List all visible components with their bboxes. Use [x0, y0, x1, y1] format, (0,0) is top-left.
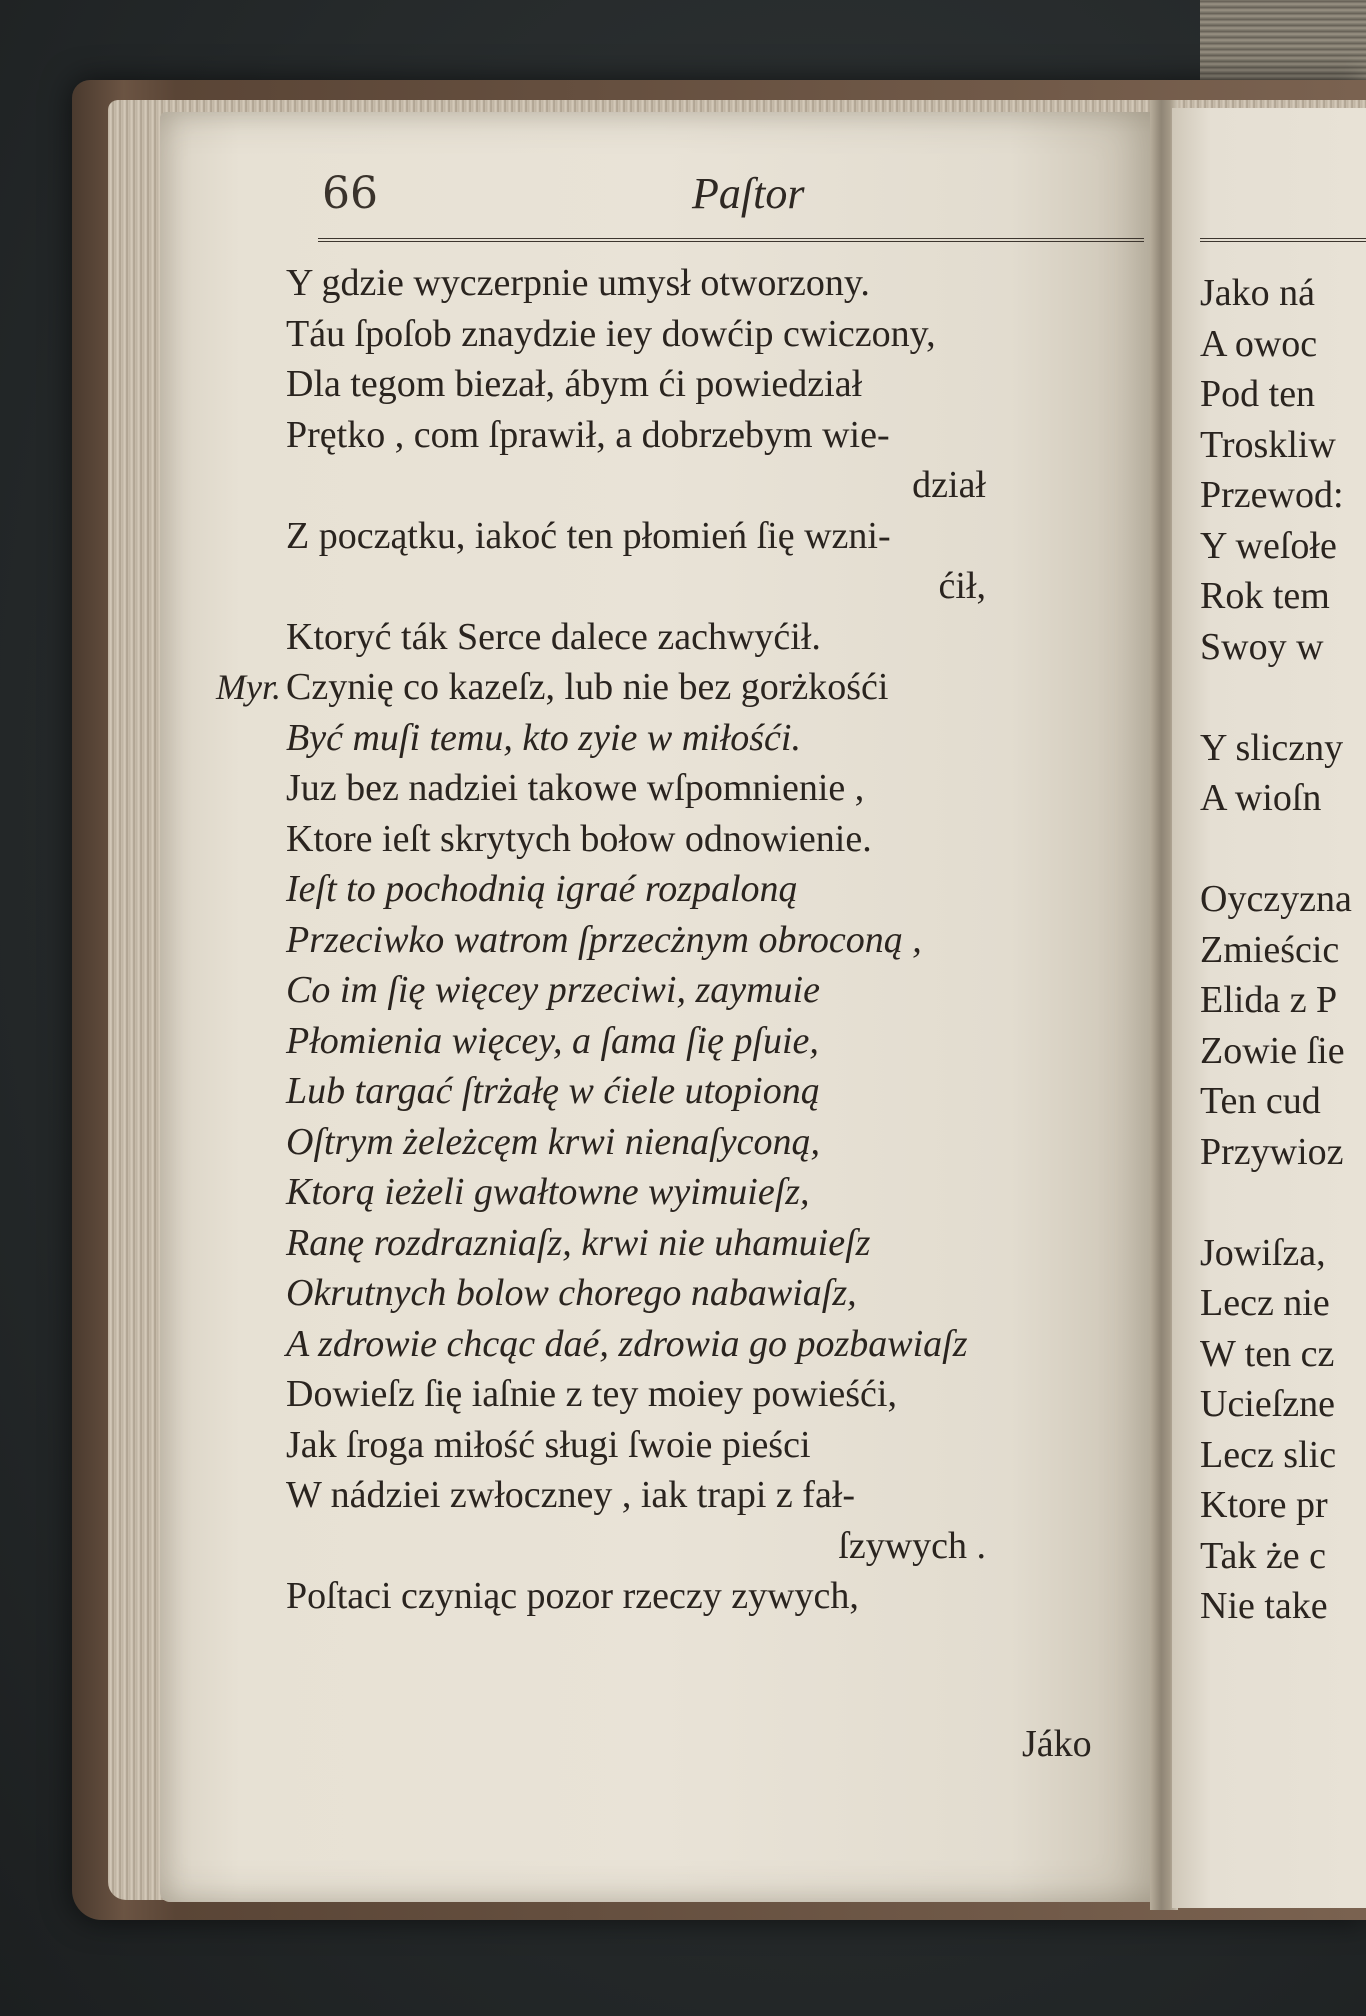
right-text-line — [1200, 672, 1366, 723]
right-text-line: Elida z P — [1200, 979, 1338, 1021]
right-text-line: Ten cud — [1200, 1080, 1321, 1122]
line-text: ſzywych . — [838, 1524, 986, 1567]
text-line — [286, 258, 1146, 309]
text-line — [286, 359, 1146, 410]
line-text: Okrutnych bolow chorego nabawiaſz, — [286, 1272, 857, 1314]
text-line — [286, 1420, 1146, 1471]
right-text-line: Jowiſza, — [1200, 1231, 1326, 1274]
right-text-line: Nie take — [1200, 1585, 1328, 1627]
right-text-line: Y sliczny — [1200, 726, 1344, 769]
right-text-line: Przewod: — [1200, 474, 1344, 516]
right-text-line: Swoy w — [1200, 625, 1324, 668]
text-line — [286, 1167, 1146, 1218]
right-text-line: Lecz slic — [1200, 1433, 1337, 1476]
text-line — [286, 309, 1146, 360]
line-text: Z początku, iakoć ten płomień ſię wzni- — [286, 514, 891, 557]
text-line — [286, 561, 1146, 612]
line-text: Czynię co kazeſz, lub nie bez gorżkośći — [286, 666, 889, 708]
right-text-line: Rok tem — [1200, 575, 1330, 617]
right-text-line: Lecz nie — [1200, 1282, 1330, 1324]
right-page-text — [1200, 268, 1366, 1632]
right-text-line: Pod ten — [1200, 373, 1316, 415]
line-text: Dla tegom biezał, ábym ći powiedział — [286, 363, 863, 405]
line-text: W nádziei zwłoczney , iak trapi z fał- — [286, 1474, 856, 1516]
text-line — [286, 915, 1146, 966]
right-text-line: Y weſołe — [1200, 524, 1337, 567]
text-line — [286, 1268, 1146, 1319]
right-text-line — [1200, 1177, 1366, 1228]
text-line — [286, 763, 1146, 814]
page-header — [322, 168, 1152, 228]
line-text: Oſtrym żeleżcęm krwi nienaſyconą, — [286, 1120, 820, 1163]
right-header-rule — [1200, 238, 1366, 242]
line-text: ćił, — [938, 565, 986, 607]
right-text-line: Oyczyzna — [1200, 878, 1352, 920]
right-text-line: Przywioz — [1200, 1130, 1344, 1173]
line-text: A zdrowie chcąc daé, zdrowia go pozbawiaſz — [286, 1322, 968, 1365]
right-text-line — [1200, 824, 1366, 875]
right-text-line: A owoc — [1200, 322, 1318, 365]
text-line — [286, 1571, 1146, 1622]
text-line — [286, 814, 1146, 865]
line-text: Ktore ieſt skrytych bołow odnowienie. — [286, 817, 872, 860]
text-line — [286, 612, 1146, 663]
line-text: Táu ſpoſob znaydzie iey dowćip cwiczony, — [286, 312, 936, 355]
header-rule — [318, 238, 1144, 242]
line-text: Ieſt to pochodnią igraé rozpaloną — [286, 868, 798, 910]
text-line — [286, 864, 1146, 915]
running-head: Paſtor — [692, 169, 805, 218]
catchword: Jáko — [1022, 1723, 1092, 1765]
line-text: Ktoryć ták Serce dalece zachwyćił. — [286, 615, 821, 658]
text-line — [216, 662, 1146, 713]
text-line — [286, 1117, 1146, 1168]
text-line — [286, 1066, 1146, 1117]
line-text: Prętko , com ſprawił, a dobrzebym wie- — [286, 413, 890, 456]
right-text-line: W ten cz — [1200, 1332, 1335, 1375]
right-text-line: Zmieścic — [1200, 928, 1340, 971]
left-page-text — [216, 258, 1146, 1622]
text-line — [286, 1369, 1146, 1420]
speaker-label: Myr. — [216, 667, 281, 707]
line-text: Juz bez nadziei takowe wſpomnienie , — [286, 767, 865, 809]
line-text: Być muſi temu, kto zyie w miłośći. — [286, 716, 801, 759]
right-text-line: Tak że c — [1200, 1534, 1327, 1577]
line-text: Jak ſroga miłość sługi ſwoie pieści — [286, 1423, 811, 1466]
page-number: 66 — [322, 168, 378, 219]
text-line — [286, 1319, 1146, 1370]
line-text: dział — [912, 464, 986, 506]
text-line — [286, 965, 1146, 1016]
text-line — [286, 410, 1146, 461]
right-text-line: Ktore pr — [1200, 1484, 1328, 1526]
line-text: Ktorą ieżeli gwałtowne wyimuieſz, — [286, 1171, 810, 1213]
line-text: Y gdzie wyczerpnie umysł otworzony. — [286, 262, 870, 304]
right-text-line: Zowie ſie — [1200, 1029, 1345, 1072]
text-line — [286, 1521, 1146, 1572]
right-text-line: A wioſn — [1200, 777, 1322, 819]
right-text-line: Ucieſzne — [1200, 1383, 1336, 1425]
line-text: Co im ſię więcey przeciwi, zaymuie — [286, 969, 820, 1011]
line-text: Przeciwko watrom ſprzecżnym obroconą , — [286, 918, 922, 961]
right-text-line: Troskliw — [1200, 423, 1336, 466]
line-text: Lub targać ſtrżałę w ćiele utopioną — [286, 1070, 820, 1112]
line-text: Ranę rozdrazniaſz, krwi nie uhamuieſz — [286, 1221, 871, 1264]
text-line — [286, 1218, 1146, 1269]
text-line — [286, 713, 1146, 764]
text-line — [286, 1470, 1146, 1521]
text-line — [286, 511, 1146, 562]
right-text-line: Jako ná — [1200, 272, 1316, 314]
line-text: Dowieſz ſię iaſnie z tey moiey powieśći, — [286, 1373, 897, 1415]
line-text: Płomienia więcey, a ſama ſię pſuie, — [286, 1019, 819, 1062]
text-line — [286, 460, 1146, 511]
text-line — [286, 1016, 1146, 1067]
line-text: Poſtaci czyniąc pozor rzeczy zywych, — [286, 1575, 859, 1617]
